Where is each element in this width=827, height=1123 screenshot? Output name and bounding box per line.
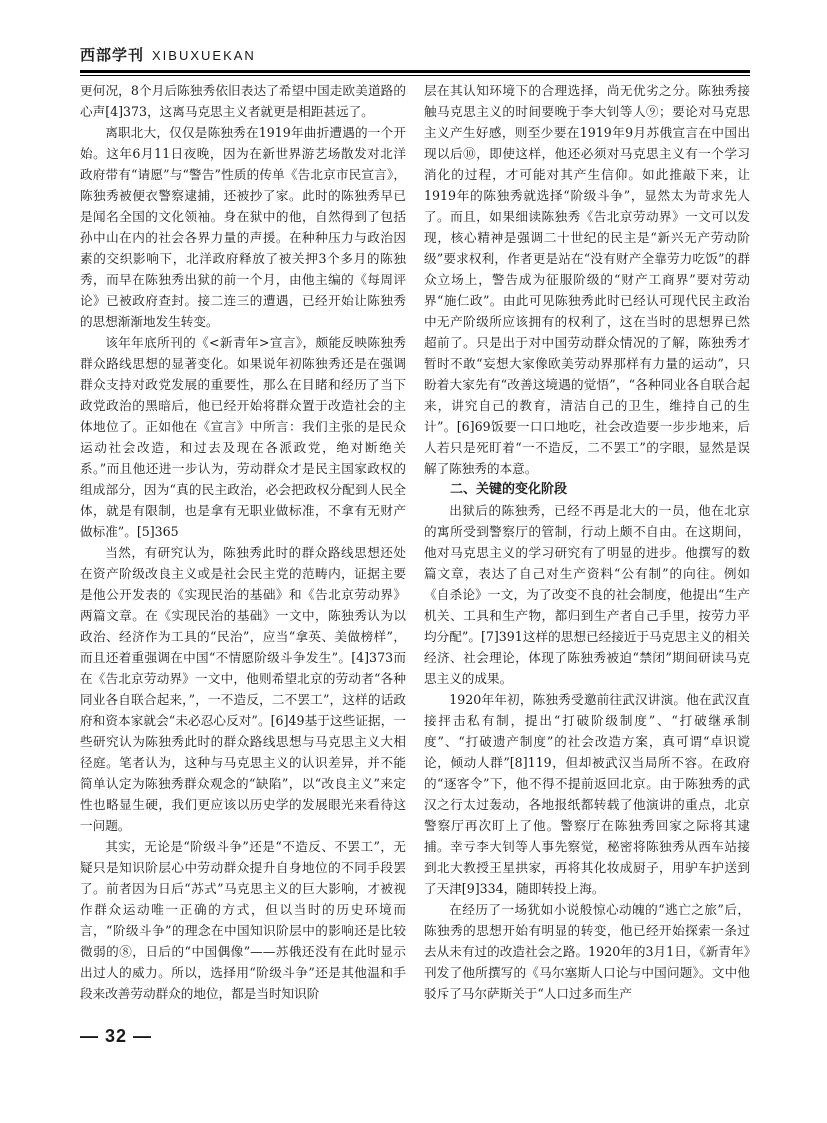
journal-title-cn: 西部学刊 — [80, 46, 145, 64]
header-rule-thick — [80, 70, 750, 73]
journal-title-en: XIBUXUEKAN — [152, 48, 256, 63]
paragraph: 在经历了一场犹如小说般惊心动魄的“逃亡之旅”后，陈独秀的思想开始有明显的转变，他已经开始探索一条过去从未有过的改造社会之路。1920年的3月1日，《新青年》刊发了他所撰写的《马尔塞斯人口论与中国问题》。文中他驳斥了马尔萨斯关于“人口过多而生产 — [424, 902, 750, 1001]
right-column — [424, 80, 750, 1004]
paragraph: 更何况，8个月后陈独秀依旧表达了希望中国走欧美道路的心声[4]373，这离马克思主义者就更是相距甚远了。 — [80, 83, 406, 119]
paragraph: 层在其认知环境下的合理选择，尚无优劣之分。陈独秀接触马克思主义的时间要晚于李大钊等人⑨；要论对马克思主义产生好感，则至少要在1919年9月苏俄宣言在中国出现以后⑩，即使这样，他还必须对马克思主义有一个学习消化的过程，才可能对其产生信仰。如此推敲下来，让1919年的陈独秀就选择“阶级斗争”，显然太为苛求先人了。而且，如果细读陈独秀《告北京劳动界》一文可以发现，核心精神是强调二十世纪的民主是“新兴无产劳动阶级”要求权利，作者更是站在“没有财产全靠劳力吃饭”的群众立场上，警告成为征服阶级的“财产工商界”要对劳动界“施仁政”。由此可见陈独秀此时已经认可现代民主政治中无产阶级所应该拥有的权利了，这在当时的思想界已然超前了。只是出于对中国劳动群众情况的了解，陈独秀才暂时不敢“妄想大家像欧美劳动界那样有力量的运动”，只盼着大家先有“改善这境遇的觉悟”，“各种同业各自联合起来，讲究自己的教育，清洁自己的卫生，维持自己的生计”。[6]69饭要一口口地吃，社会改造要一步步地来，后人若只是死盯着“一不造反，二不罢工”的字眼，显然是误解了陈独秀的本意。 — [424, 83, 750, 476]
paragraph: 当然，有研究认为，陈独秀此时的群众路线思想还处在资产阶级改良主义或是社会民主党的范畴内，证据主要是他公开发表的《实现民治的基础》和《告北京劳动界》两篇文章。在《实现民治的基础》一文中，陈独秀认为以政治、经济作为工具的“民治”，应当“拿英、美做榜样”，而且还着重强调在中国“不情愿阶级斗争发生”。[4]373而在《告北京劳动界》一文中，他则希望北京的劳动者“各种同业各自联合起来，”，一不造反，二不罢工”，这样的话政府和资本家就会“未必忍心反对”。[6]49基于这些证据，一些研究认为陈独秀此时的群众路线思想与马克思主义大相径庭。笔者认为，这种与马克思主义的认识差异，并不能简单认定为陈独秀群众观念的“缺陷”，以“改良主义”来定性也略显生硬，我们更应该以历史学的发展眼光来看待这一问题。 — [80, 545, 406, 833]
header-rule-thin — [80, 75, 750, 76]
paragraph: 出狱后的陈独秀，已经不再是北大的一员，他在北京的寓所受到警察厅的管制，行动上颇不自由。在这期间，他对马克思主义的学习研究有了明显的进步。他撰写的数篇文章，表达了自己对生产资料“公有制”的向往。例如《自杀论》一文，为了改变不良的社会制度，他提出“生产机关、工具和生产物，都归到生产者自己手里，按劳力平均分配”。[7]391这样的思想已经接近于马克思主义的相关经济、社会理论，体现了陈独秀被迫“禁闭”期间研读马克思主义的成果。 — [424, 503, 750, 686]
paragraph: 该年年底所刊的《<新青年>宣言》，颇能反映陈独秀群众路线思想的显著变化。如果说年初陈独秀还是在强调群众支持对政党发展的重要性，那么在目睹和经历了当下政党政治的黑暗后，他已经开始将群众置于改造社会的主体地位了。正如他在《宣言》中所言：我们主张的是民众运动社会改造，和过去及现在各派政党，绝对断绝关系。”而且他还进一步认为，劳动群众才是民主国家政权的组成部分，因为“真的民主政治，必会把政权分配到人民全体，就是有限制，也是拿有无职业做标准，不拿有无财产做标准”。[5]365 — [80, 335, 406, 539]
section-heading: 二、关键的变化阶段 — [450, 482, 568, 497]
left-column — [80, 80, 406, 1004]
page-header — [80, 40, 750, 70]
paragraph: 离职北大，仅仅是陈独秀在1919年曲折遭遇的一个开始。这年6月11日夜晚，因为在新世界游艺场散发对北洋政府带有“请愿”与“警告”性质的传单《告北京市民宣言》，陈独秀被便衣警察逮捕，还被抄了家。此时的陈独秀早已是闻名全国的文化领袖。身在狱中的他，自然得到了包括孙中山在内的社会各界力量的声援。在种种压力与政治因素的交织影响下，北洋政府释放了被关押3个多月的陈独秀，而早在陈独秀出狱的前一个月，由他主编的《每周评论》已被政府查封。接二连三的遭遇，已经开始让陈独秀的思想渐渐地发生转变。 — [80, 125, 406, 329]
page-number: — 32 — — [80, 1026, 153, 1046]
paragraph: 1920年年初，陈独秀受邀前往武汉讲演。他在武汉直接抨击私有制，提出“打破阶级制度”、“打破继承制度”、“打破遗产制度”的社会改造方案，真可谓“卓识谠论，倾动人群”[8]119，但却被武汉当局所不容。在政府的“逐客令”下，他不得不提前返回北京。由于陈独秀的武汉之行太过轰动，各地报纸都转载了他演讲的重点，北京警察厅再次盯上了他。警察厅在陈独秀回家之际将其逮捕。幸亏李大钊等人事先察觉，秘密将陈独秀从西车站接到北大教授王星拱家，再将其化妆成厨子，用驴车护送到了天津[9]334，随即转投上海。 — [424, 692, 750, 896]
paragraph: 其实，无论是“阶级斗争”还是“不造反、不罢工”，无疑只是知识阶层心中劳动群众提升自身地位的不同手段罢了。前者因为日后“苏式”马克思主义的巨大影响，才被视作群众运动唯一正确的方式，但以当时的历史环境而言，“阶级斗争”的理念在中国知识阶层中的影响还是比较微弱的⑧，日后的“中国偶像”——苏俄还没有在此时显示出过人的威力。所以，选择用“阶级斗争”还是其他温和手段来改善劳动群众的地位，都是当时知识阶 — [80, 839, 406, 1001]
journal-title — [80, 44, 256, 65]
